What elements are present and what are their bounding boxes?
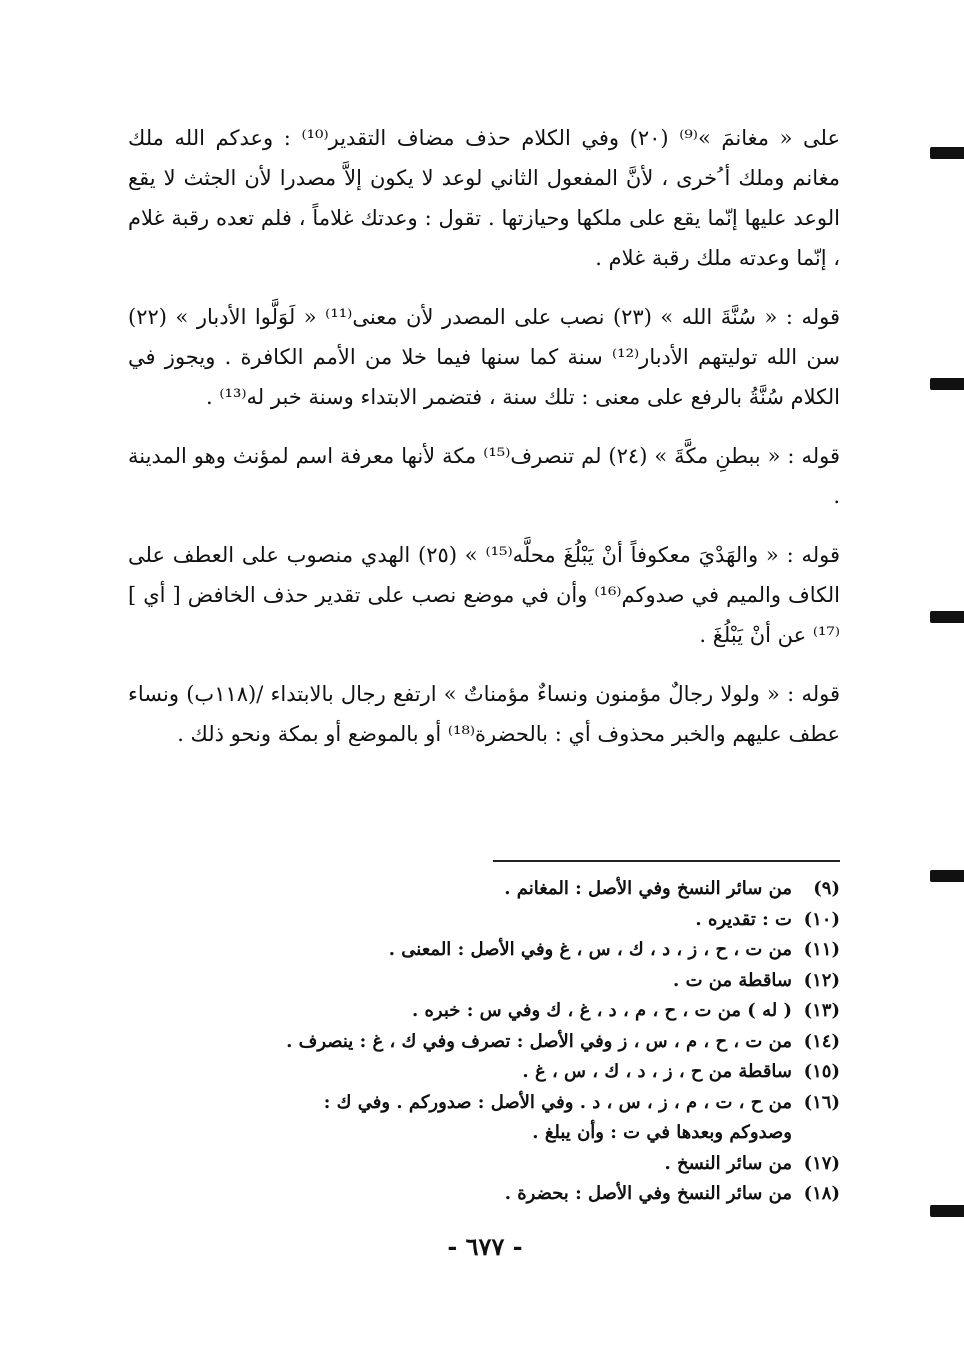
footnote-text: من ح ، ت ، م ، ز ، س ، د . وفي الأصل : صدوركم . وفي ك : [323, 1091, 792, 1113]
footnote-11 [140, 935, 840, 966]
footnote-text: ( له ) من ت ، ح ، م ، د ، غ ، ك وفي س : خبره . [411, 1000, 792, 1021]
footnote-9 [140, 874, 840, 905]
paragraph-3: قوله : « ببطنِ مكَّةَ » (٢٤) لم تنصرف⁽¹⁵⁾ مكة لأنها معرفة اسم لمؤنث وهو المدينة . [128, 444, 841, 508]
footnote-text: من سائر النسخ وفي الأصل : المغانم . [504, 878, 792, 899]
page-number: - ٦٧٧ - [447, 1232, 523, 1261]
footnote-number: (١٠) [803, 908, 840, 930]
footnote-number: (١٨) [803, 1183, 840, 1204]
footnote-text: من سائر النسخ وفي الأصل : بحضرة . [504, 1183, 792, 1204]
footnote-16-continuation: وصدوكم وبعدها في ت : وأن يبلغ . [532, 1122, 792, 1143]
footnote-18 [140, 1179, 840, 1210]
footnote-17 [140, 1149, 840, 1180]
margin-mark [930, 147, 964, 159]
footnote-text: ساقطة من ح ، ز ، د ، ك ، س ، غ . [522, 1061, 792, 1082]
margin-mark [930, 1205, 964, 1217]
footnote-number: (١٥) [803, 1061, 840, 1082]
footnote-14 [140, 1027, 840, 1058]
paragraph-4: قوله : « والهَدْيَ معكوفاً أنْ يَبْلُغَ محلَّه⁽¹⁵⁾ » (٢٥) الهدي منصوب على العطف على الكاف والميم في صدوكم⁽¹⁶⁾ وأن في موضع نصب على تقدير حذف الخافض [ أي ]⁽¹⁷⁾ عن أنْ يَبْلُغَ . [128, 543, 840, 647]
footnotes [140, 874, 840, 1210]
footnote-number: (١٣) [803, 1000, 840, 1021]
footnote-text: من ت ، ح ، م ، س ، ز وفي الأصل : تصرف وفي ك ، غ : ينصرف . [286, 1030, 792, 1052]
margin-mark [930, 611, 964, 623]
paragraph-2: قوله : « سُنَّةَ الله » (٢٣) نصب على المصدر لأن معنى⁽¹¹⁾ « لَوَلَّوا الأدبار » (٢٢) سن الله توليتهم الأدبار⁽¹²⁾ سنة كما سنها فيما خلا من الأمم الكافرة . ويجوز في الكلام سُنَّةُ بالرفع على معنى : تلك سنة ، فتضمر الابتداء وسنة خبر له⁽¹³⁾ . [128, 305, 840, 409]
footnote-number: (١٤) [803, 1030, 840, 1052]
paragraph-1: على « مغانمَ »⁽⁹⁾ (٢٠) وفي الكلام حذف مضاف التقدير⁽¹⁰⁾ : وعدكم الله ملك مغانم وملك أ ُخرى ، لأنَّ المفعول الثاني لوعد لا يكون إلاَّ مصدرا لأن الجثث لا يقع الوعد عليها إنّما يقع على ملكها وحيازتها . تقول : وعدتك غلاماً ، فلم تعده رقبة غلام ، إنّما وعدته ملك رقبة غلام . [128, 126, 841, 270]
footnote-13 [140, 996, 840, 1027]
margin-mark [930, 378, 964, 390]
footnote-10 [140, 905, 840, 936]
footnote-number: (١٦) [803, 1091, 840, 1113]
footnote-number: (١٢) [803, 969, 840, 991]
footnote-15 [140, 1057, 840, 1088]
footnote-text: ساقطة من ت . [673, 969, 792, 991]
footnote-16 [140, 1088, 840, 1119]
paragraph-5: قوله : « ولولا رجالٌ مؤمنون ونساءٌ مؤمناتٌ » ارتفع رجال بالابتداء /(١١٨ب) ونساء عطف عليهم والخبر محذوف أي : بالحضرة⁽¹⁸⁾ أو بالموضع أو بمكة ونحو ذلك . [128, 682, 840, 746]
footnote-divider [493, 860, 840, 862]
footnote-text: من ت ، ح ، ز ، د ، ك ، س ، غ وفي الأصل : المعنى . [388, 939, 792, 960]
footnote-number: (١٧) [803, 1152, 840, 1174]
footnote-text: ت : تقديره . [695, 908, 792, 930]
footnote-number: (٩) [813, 878, 840, 899]
footnote-number: (١١) [803, 939, 840, 960]
margin-mark [930, 870, 964, 882]
footnote-text: من سائر النسخ . [664, 1152, 792, 1174]
footnote-12 [140, 966, 840, 997]
main-text [128, 118, 840, 773]
